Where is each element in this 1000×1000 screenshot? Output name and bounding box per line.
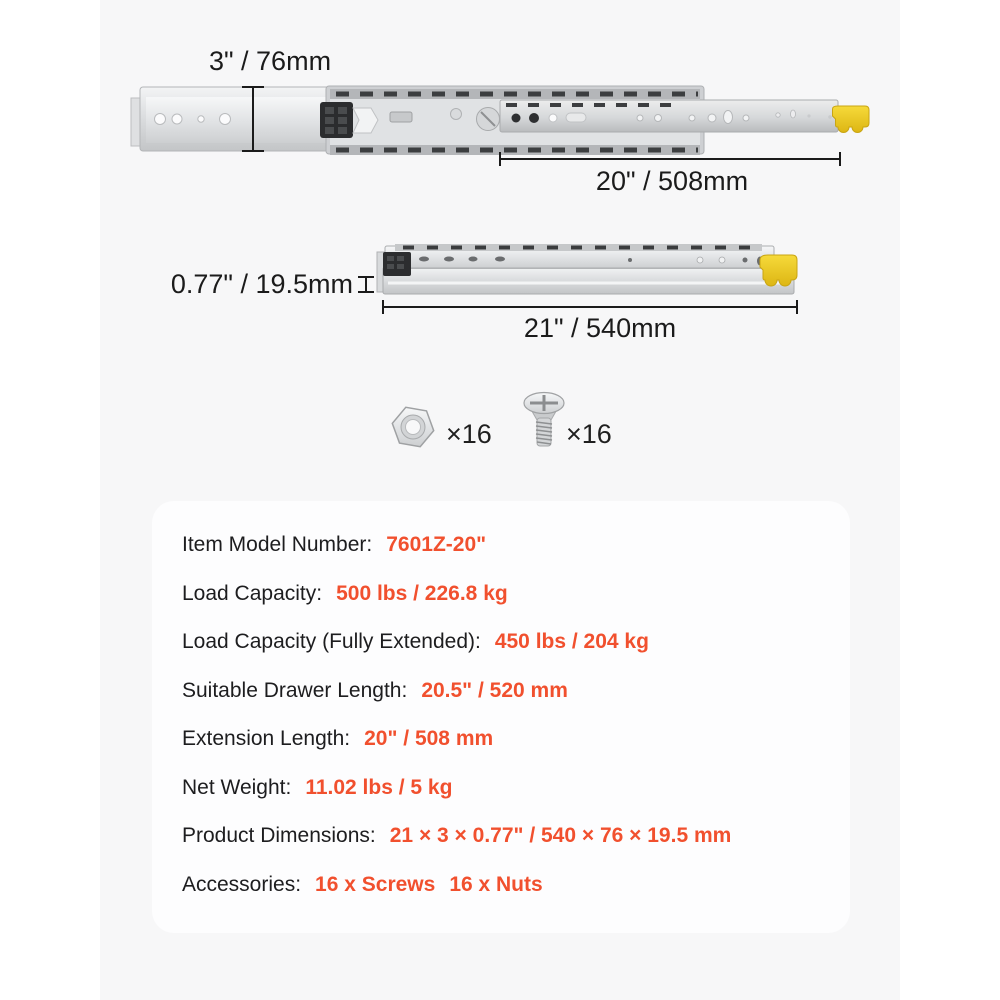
spec-row-drawer-length — [182, 667, 850, 716]
drawer-slide-closed-image — [358, 244, 797, 314]
spec-value: 500 lbs / 226.8 kg — [336, 581, 508, 605]
hex-nut-icon — [392, 407, 433, 446]
spec-value: 450 lbs / 204 kg — [494, 630, 649, 654]
spec-value: 21 × 3 × 0.77" / 540 × 76 × 19.5 mm — [389, 824, 732, 848]
yellow-lock-tab — [833, 106, 870, 133]
spec-row-accessories — [182, 861, 850, 910]
spec-row-extension-length — [182, 715, 850, 764]
thickness-dimension-line — [358, 277, 374, 292]
length-dimension-line — [383, 300, 797, 314]
screw-icon — [524, 393, 564, 447]
spec-label: Product Dimensions: — [182, 824, 376, 848]
spec-row-model — [182, 521, 850, 570]
spec-label: Load Capacity (Fully Extended): — [182, 630, 481, 654]
spec-label: Load Capacity: — [182, 581, 323, 605]
spec-value: 7601Z-20" — [386, 533, 487, 557]
spec-row-load-capacity — [182, 570, 850, 619]
spec-value: 11.02 lbs / 5 kg — [305, 775, 453, 799]
screw-count-label: ×16 — [566, 419, 612, 449]
spec-row-product-dimensions — [182, 812, 850, 861]
spec-row-net-weight — [182, 764, 850, 813]
spec-label: Net Weight: — [182, 775, 292, 799]
closed-slide-end-cap — [383, 252, 411, 276]
thickness-dimension-label: 0.77" / 19.5mm — [170, 269, 353, 299]
spec-value: 20" / 508 mm — [364, 727, 494, 751]
spec-value: 16 x Screws — [315, 872, 436, 896]
length-dimension-label: 21" / 540mm — [523, 313, 677, 343]
nut-count-label: ×16 — [446, 419, 492, 449]
extension-dimension-label: 20" / 508mm — [595, 166, 749, 196]
spec-label: Extension Length: — [182, 727, 351, 751]
spec-label: Item Model Number: — [182, 533, 373, 557]
spec-value: 16 x Nuts — [449, 872, 543, 896]
spec-value: 20.5" / 520 mm — [421, 678, 568, 702]
drawer-slide-extended-image — [131, 86, 869, 166]
spec-label: Accessories: — [182, 872, 302, 896]
product-illustration — [100, 30, 900, 460]
spec-label: Suitable Drawer Length: — [182, 678, 408, 702]
height-dimension-label: 3" / 76mm — [208, 46, 332, 76]
spec-row-load-capacity-extended — [182, 618, 850, 667]
spec-card — [152, 501, 850, 933]
